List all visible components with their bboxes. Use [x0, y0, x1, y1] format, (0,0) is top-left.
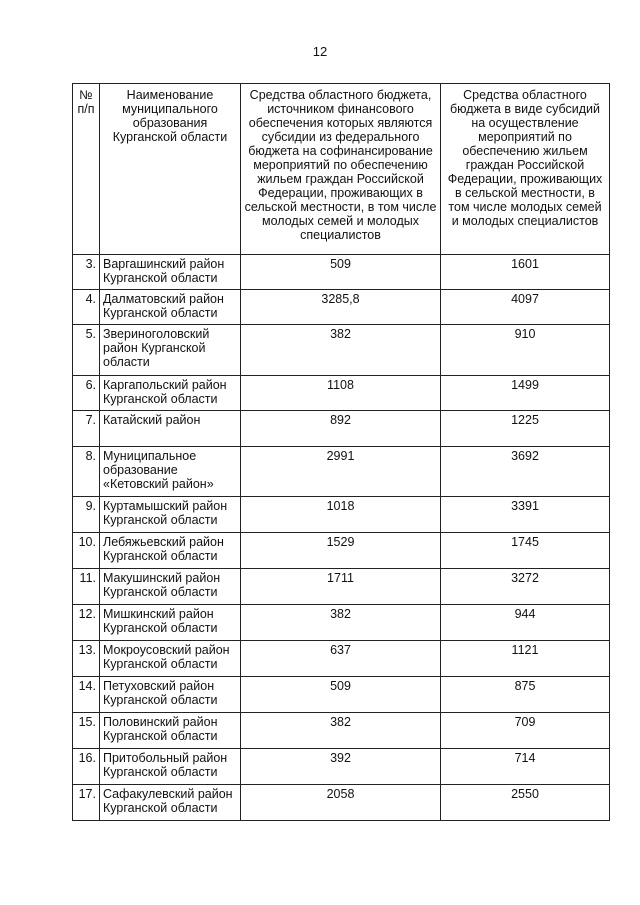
- table-row: [73, 785, 610, 821]
- row-name: Куртамышский район Курганской области: [100, 497, 241, 533]
- row-num: 11.: [73, 569, 100, 605]
- header-name: Наименование муниципального образования Курганской области: [100, 84, 241, 255]
- row-name: Половинский район Курганской области: [100, 713, 241, 749]
- table-row: [73, 497, 610, 533]
- row-col1: 892: [241, 411, 441, 447]
- table-row: [73, 290, 610, 325]
- table-body: [73, 255, 610, 821]
- table-row: [73, 411, 610, 447]
- table-row: [73, 376, 610, 411]
- table-row: [73, 713, 610, 749]
- row-col2: 3692: [441, 447, 610, 497]
- row-col2: 1499: [441, 376, 610, 411]
- header-col2: Средства областного бюджета в виде субсидий на осуществление мероприятий по обеспечению жильем граждан Российской Федерации, проживающих в сельской местности, в том числе молодых семей и молодых специалистов: [441, 84, 610, 255]
- header-num: № п/п: [73, 84, 100, 255]
- row-col1: 392: [241, 749, 441, 785]
- table-row: [73, 677, 610, 713]
- row-col1: 382: [241, 605, 441, 641]
- row-col1: 2058: [241, 785, 441, 821]
- row-num: 9.: [73, 497, 100, 533]
- row-col1: 1018: [241, 497, 441, 533]
- row-col2: 2550: [441, 785, 610, 821]
- table-row: [73, 749, 610, 785]
- table-header-row: [73, 84, 610, 255]
- row-name: Мишкинский район Курганской области: [100, 605, 241, 641]
- row-name: Сафакулевский район Курганской области: [100, 785, 241, 821]
- row-col2: 910: [441, 325, 610, 376]
- page-number: 12: [312, 44, 328, 59]
- table-row: [73, 325, 610, 376]
- table-row: [73, 641, 610, 677]
- row-col2: 1601: [441, 255, 610, 290]
- row-col1: 509: [241, 677, 441, 713]
- row-name: Петуховский район Курганской области: [100, 677, 241, 713]
- row-col2: 1745: [441, 533, 610, 569]
- row-name: Варгашинский район Курганской области: [100, 255, 241, 290]
- row-col2: 709: [441, 713, 610, 749]
- row-num: 13.: [73, 641, 100, 677]
- row-num: 7.: [73, 411, 100, 447]
- row-name: Мокроусовский район Курганской области: [100, 641, 241, 677]
- row-col1: 382: [241, 325, 441, 376]
- row-num: 17.: [73, 785, 100, 821]
- row-col2: 3272: [441, 569, 610, 605]
- row-col2: 875: [441, 677, 610, 713]
- row-col2: 4097: [441, 290, 610, 325]
- row-name: Каргапольский район Курганской области: [100, 376, 241, 411]
- row-name: Звериноголовский район Курганской области: [100, 325, 241, 376]
- row-col1: 1711: [241, 569, 441, 605]
- row-num: 16.: [73, 749, 100, 785]
- row-num: 12.: [73, 605, 100, 641]
- budget-table: [72, 83, 610, 821]
- row-num: 14.: [73, 677, 100, 713]
- row-col1: 1108: [241, 376, 441, 411]
- table-row: [73, 255, 610, 290]
- row-col2: 714: [441, 749, 610, 785]
- row-num: 10.: [73, 533, 100, 569]
- row-name: Катайский район: [100, 411, 241, 447]
- row-col1: 3285,8: [241, 290, 441, 325]
- row-name: Лебяжьевский район Курганской области: [100, 533, 241, 569]
- header-col1: Средства областного бюджета, источником финансового обеспечения которых являются субсидии из федерального бюджета на софинансирование мероприятий по обеспечению жильем граждан Российской Федерации, проживающих в сельской местности, в том числе молодых семей и молодых специалистов: [241, 84, 441, 255]
- row-col2: 3391: [441, 497, 610, 533]
- table-row: [73, 533, 610, 569]
- row-col1: 382: [241, 713, 441, 749]
- row-num: 4.: [73, 290, 100, 325]
- row-col2: 944: [441, 605, 610, 641]
- table-row: [73, 569, 610, 605]
- table-row: [73, 605, 610, 641]
- row-col1: 2991: [241, 447, 441, 497]
- row-num: 8.: [73, 447, 100, 497]
- row-num: 3.: [73, 255, 100, 290]
- row-num: 5.: [73, 325, 100, 376]
- row-name: Муниципальное образование «Кетовский район»: [100, 447, 241, 497]
- row-col1: 1529: [241, 533, 441, 569]
- row-col1: 509: [241, 255, 441, 290]
- row-col1: 637: [241, 641, 441, 677]
- row-name: Притобольный район Курганской области: [100, 749, 241, 785]
- row-num: 6.: [73, 376, 100, 411]
- table-row: [73, 447, 610, 497]
- row-num: 15.: [73, 713, 100, 749]
- row-col2: 1121: [441, 641, 610, 677]
- row-col2: 1225: [441, 411, 610, 447]
- row-name: Макушинский район Курганской области: [100, 569, 241, 605]
- row-name: Далматовский район Курганской области: [100, 290, 241, 325]
